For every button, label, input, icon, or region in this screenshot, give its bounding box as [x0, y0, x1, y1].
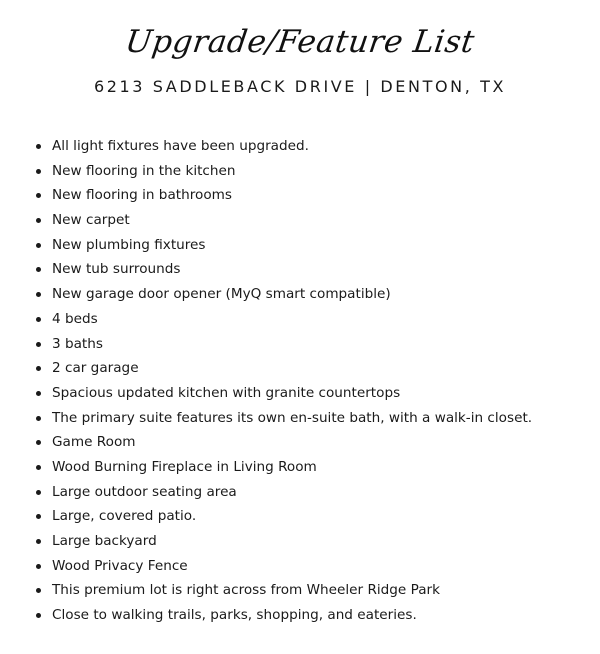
feature-text: New flooring in bathrooms — [52, 187, 232, 204]
feature-text: New carpet — [52, 212, 130, 229]
feature-item — [36, 554, 580, 579]
feature-item — [36, 332, 580, 357]
bullet-icon — [36, 416, 41, 421]
document-title: Upgrade/Feature List — [123, 24, 477, 60]
feature-text: Wood Privacy Fence — [52, 557, 188, 574]
bullet-icon — [36, 292, 41, 297]
bullet-icon — [36, 564, 41, 569]
feature-text: Wood Burning Fireplace in Living Room — [52, 458, 317, 475]
bullet-icon — [36, 490, 41, 495]
feature-item — [36, 134, 580, 159]
bullet-icon — [36, 539, 41, 544]
feature-text: Large backyard — [52, 533, 157, 549]
bullet-icon — [36, 169, 41, 174]
bullet-icon — [36, 144, 41, 149]
bullet-icon — [36, 267, 41, 272]
feature-text: New garage door opener (MyQ smart compatible) — [52, 286, 391, 303]
feature-item — [36, 356, 580, 381]
feature-text: Close to walking trails, parks, shopping, and eateries. — [52, 607, 417, 624]
bullet-icon — [36, 243, 41, 248]
feature-item — [36, 183, 580, 208]
feature-text: This premium lot is right across from Wheeler Ridge Park — [52, 582, 440, 599]
bullet-icon — [36, 391, 41, 396]
bullet-icon — [36, 366, 41, 371]
feature-text: All light fixtures have been upgraded. — [52, 138, 309, 154]
feature-text: The primary suite features its own en-suite bath, with a walk-in closet. — [52, 409, 533, 426]
bullet-icon — [36, 613, 41, 618]
feature-item — [36, 307, 580, 332]
feature-text: Spacious updated kitchen with granite countertops — [52, 384, 401, 401]
feature-item — [36, 208, 580, 233]
feature-text: Large outdoor seating area — [52, 483, 237, 500]
feature-text: Large, covered patio. — [52, 508, 197, 525]
feature-text: New flooring in the kitchen — [52, 162, 236, 179]
bullet-icon — [36, 317, 41, 322]
feature-text: 3 baths — [52, 335, 103, 352]
bullet-icon — [36, 218, 41, 223]
bullet-icon — [36, 342, 41, 347]
feature-item — [36, 257, 580, 282]
property-address: 6213 SADDLEBACK DRIVE | DENTON, TX — [93, 77, 507, 96]
feature-item — [36, 159, 580, 184]
bullet-icon — [36, 514, 41, 519]
feature-text: Game Room — [52, 434, 136, 451]
feature-item — [36, 455, 580, 480]
bullet-icon — [36, 465, 41, 470]
feature-item — [36, 406, 580, 431]
feature-item — [36, 603, 580, 628]
bullet-icon — [36, 440, 41, 445]
feature-item — [36, 233, 580, 258]
feature-item — [36, 504, 580, 529]
feature-item — [36, 578, 580, 603]
feature-item — [36, 430, 580, 455]
feature-text: New plumbing fixtures — [52, 236, 206, 253]
feature-item — [36, 282, 580, 307]
feature-item — [36, 529, 580, 554]
bullet-icon — [36, 588, 41, 593]
feature-text: New tub surrounds — [52, 261, 181, 278]
feature-list — [36, 134, 580, 628]
feature-item — [36, 480, 580, 505]
bullet-icon — [36, 193, 41, 198]
feature-item — [36, 381, 580, 406]
feature-text: 2 car garage — [52, 360, 139, 377]
feature-text: 4 beds — [52, 310, 98, 327]
